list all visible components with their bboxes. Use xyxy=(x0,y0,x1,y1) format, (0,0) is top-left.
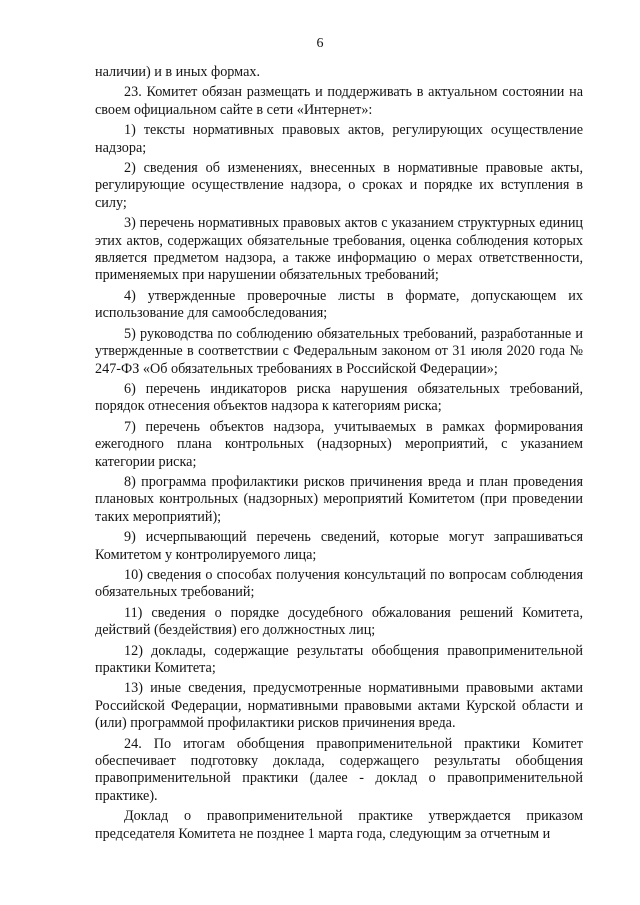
paragraph-continuation: наличии) и в иных формах. xyxy=(95,64,261,80)
page-number: 6 xyxy=(316,36,324,51)
paragraph-item-2: 2) сведения об изменениях, внесенных в нормативные правовые акты, регулирующие осуществление надзора, о сроках и порядке их вступления в силу; xyxy=(95,160,583,211)
paragraph-item-1: 1) тексты нормативных правовых актов, регулирующих осуществление надзора; xyxy=(95,122,583,156)
paragraph-item-7: 7) перечень объектов надзора, учитываемых в рамках формирования ежегодного плана контрольных (надзорных) мероприятий, с указанием категории риска; xyxy=(95,418,583,470)
paragraph-item-13: 13) иные сведения, предусмотренные нормативными правовыми актами Российской Федерации, нормативными правовыми актами Курской области и (или) программой профилактики рисков причинения вреда. xyxy=(95,680,583,732)
paragraph-item-8: 8) программа профилактики рисков причинения вреда и план проведения плановых контрольных (надзорных) мероприятий Комитетом (при проведении таких мероприятий); xyxy=(95,473,583,525)
paragraph-report-approval: Доклад о правоприменительной практике утверждается приказом председателя Комитета не позднее 1 марта года, следующим за отчетным и xyxy=(95,808,583,842)
paragraph-item-12: 12) доклады, содержащие результаты обобщения правоприменительной практики Комитета; xyxy=(95,642,583,676)
paragraph-item-5: 5) руководства по соблюдению обязательных требований, разработанные и утвержденные в соответствии с Федеральным законом от 31 июля 2020 года № 247-ФЗ «Об обязательных требованиях в Российской Федерации»; xyxy=(95,325,583,377)
paragraph-clause-23: 23. Комитет обязан размещать и поддерживать в актуальном состоянии на своем официальном сайте в сети «Интернет»: xyxy=(95,84,583,118)
paragraph-clause-24: 24. По итогам обобщения правоприменительной практики Комитет обеспечивает подготовку доклада, содержащего результаты обобщения правоприменительной практики (далее - доклад о правоприменительной практике). xyxy=(95,735,583,804)
paragraph-item-11: 11) сведения о порядке досудебного обжалования решений Комитета, действий (бездействия) его должностных лиц; xyxy=(95,604,583,639)
paragraph-item-9: 9) исчерпывающий перечень сведений, которые могут запрашиваться Комитетом у контролируемого лица; xyxy=(95,529,583,563)
paragraph-item-4: 4) утвержденные проверочные листы в формате, допускающем их использование для самообследования; xyxy=(95,287,583,322)
paragraph-item-6: 6) перечень индикаторов риска нарушения обязательных требований, порядок отнесения объектов надзора к категориям риска; xyxy=(95,380,583,415)
document-body xyxy=(95,64,583,846)
paragraph-item-10: 10) сведения о способах получения консультаций по вопросам соблюдения обязательных требований; xyxy=(95,566,583,601)
paragraph-item-3: 3) перечень нормативных правовых актов с указанием структурных единиц этих актов, содержащих обязательные требования, оценка соблюдения которых является предметом надзора, а также информацию о мерах ответственности, применяемых при нарушении обязательных требований; xyxy=(95,215,583,284)
